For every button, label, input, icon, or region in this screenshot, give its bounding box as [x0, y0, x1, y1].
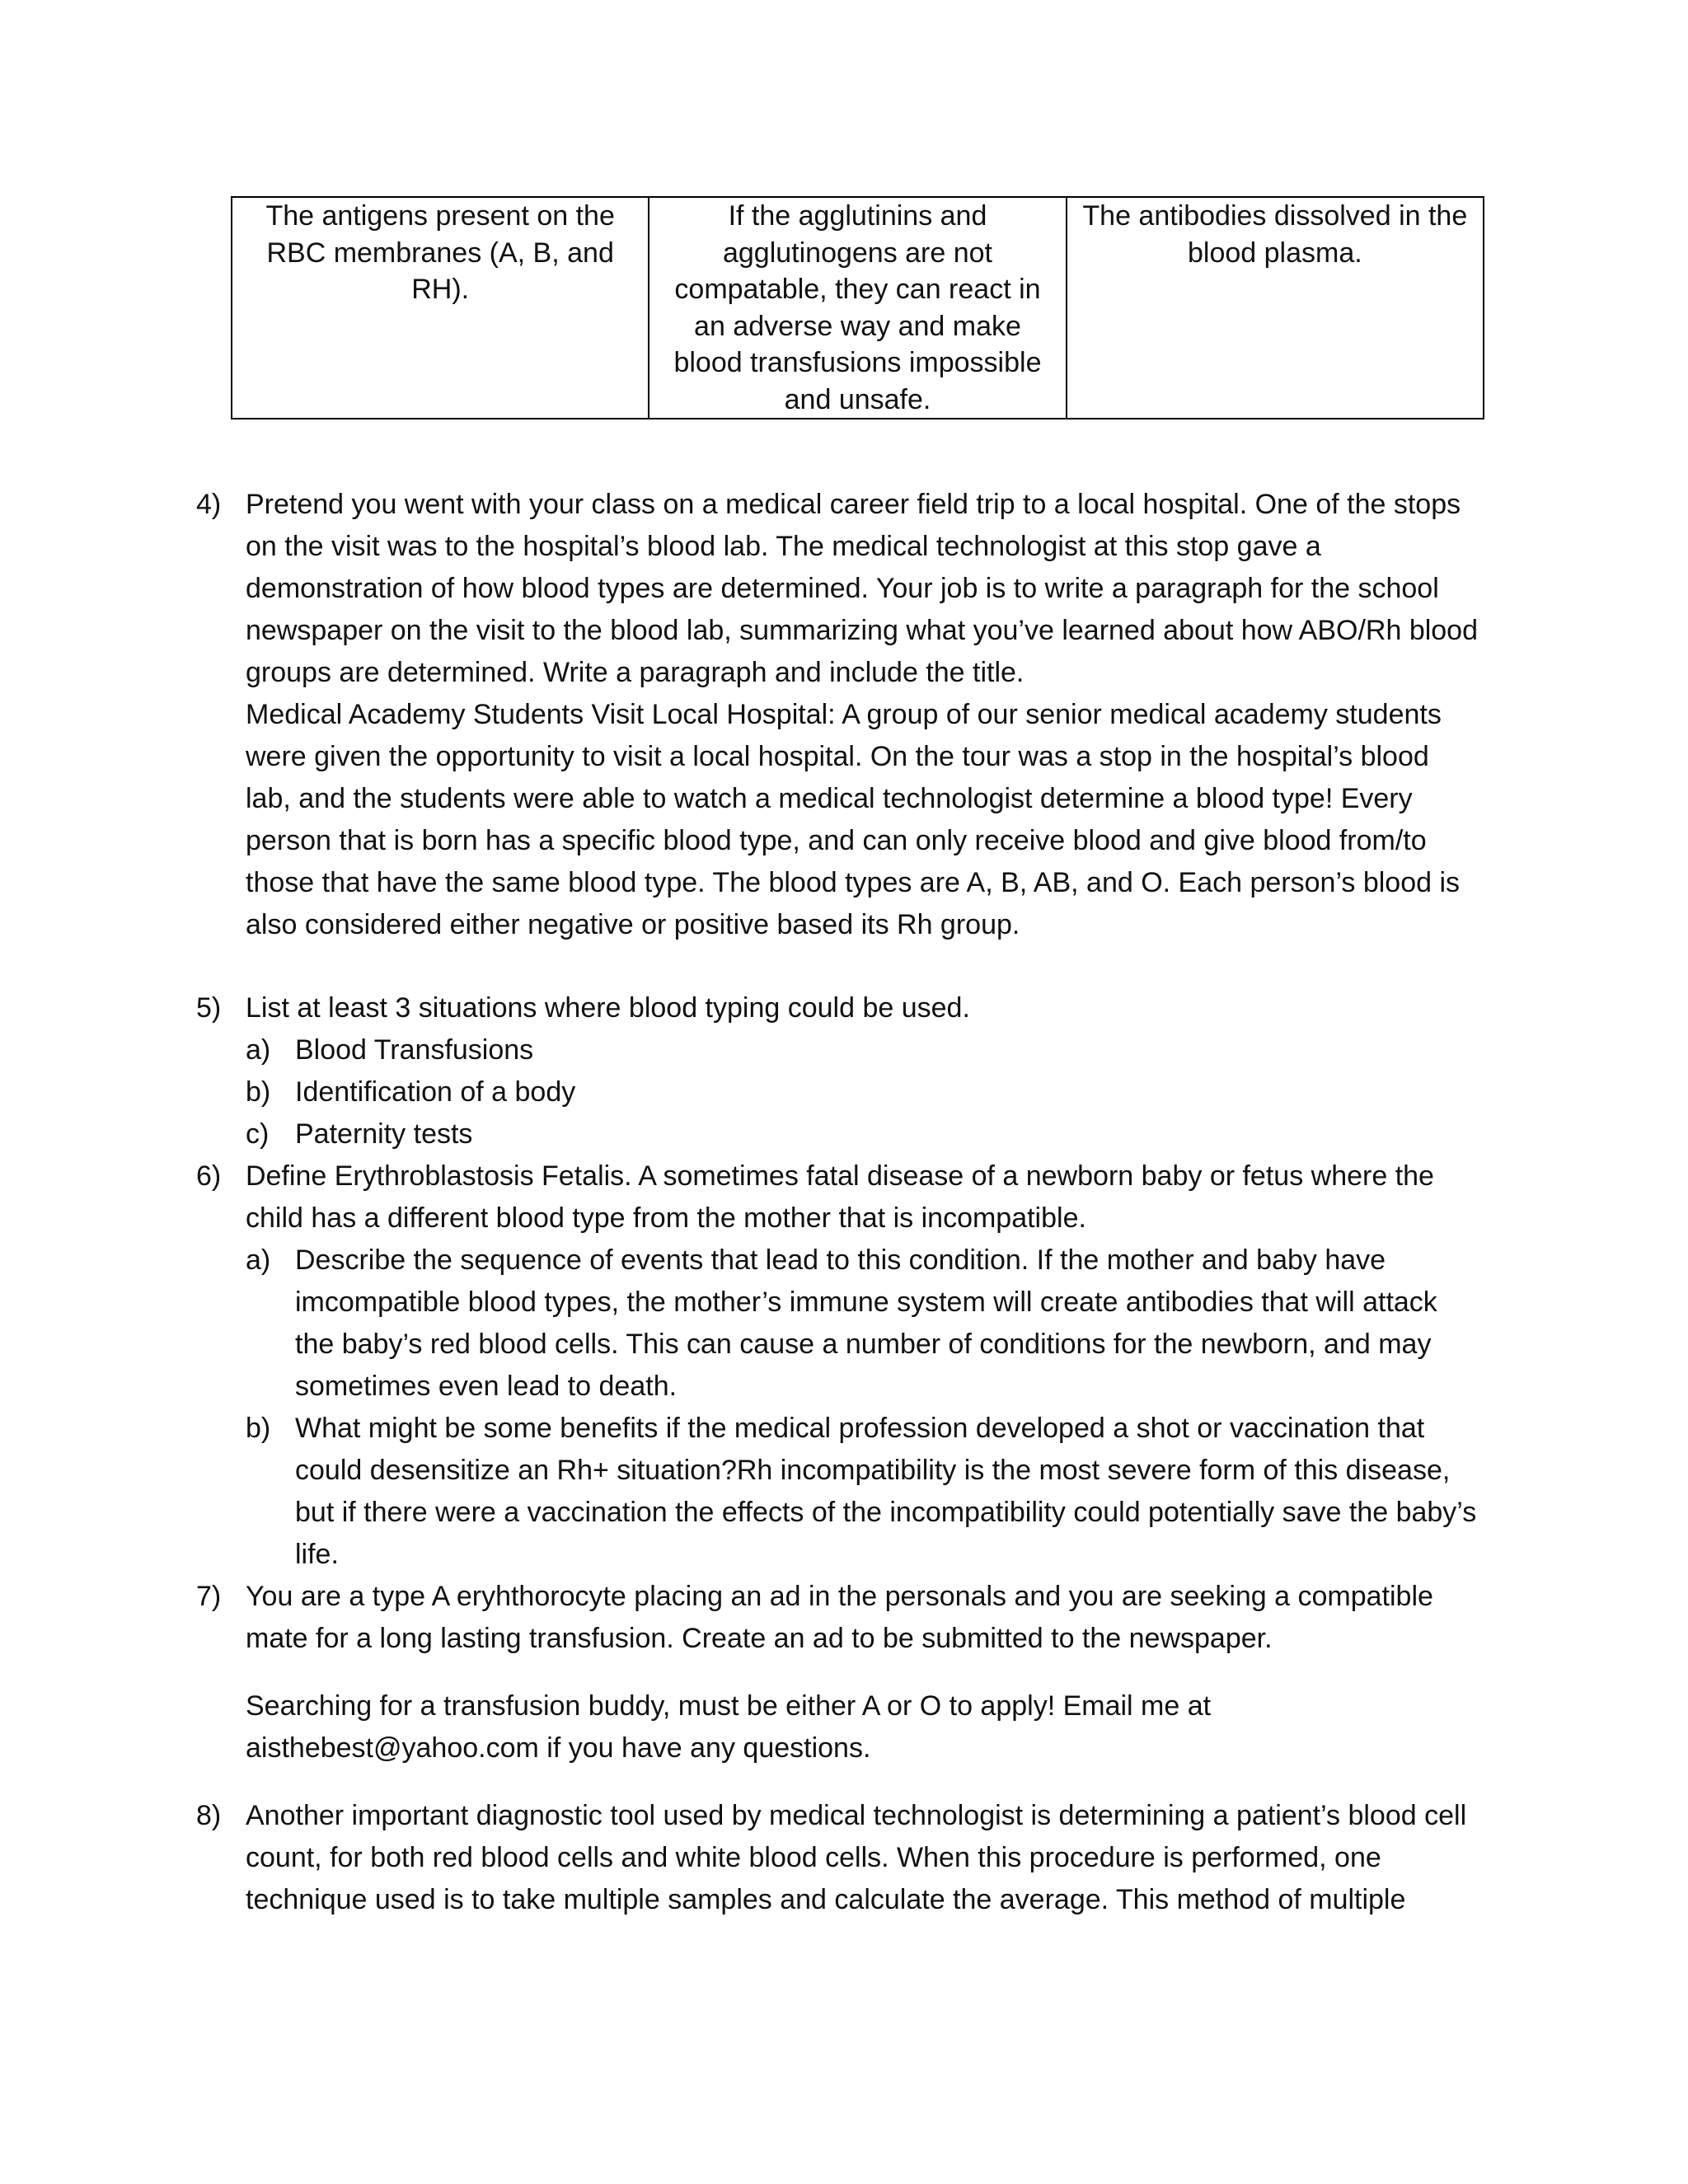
list-item-text: Paternity tests: [295, 1118, 473, 1150]
question-answer: Medical Academy Students Visit Local Hospital: A group of our senior medical academy students were given the opportunity to visit a local hospital. On the tour was a stop in the hospital’s blood lab, and the students were able to watch a medical technologist determine a blood type! Every person that is born has a specific blood type, and can only receive blood and give blood from/to those that have the same blood type. The blood types are A, B, AB, and O. Each person’s blood is also considered either negative or positive based its Rh group.: [246, 699, 1461, 940]
question-number: 5): [196, 992, 222, 1024]
list-item-letter: a): [246, 1034, 271, 1066]
question-answer: Searching for a transfusion buddy, must be either A or O to apply! Email me at aisthebest@yahoo.com if you have any questions.: [246, 1690, 1212, 1764]
list-item: [246, 1408, 1482, 1576]
question-number: 7): [196, 1581, 222, 1612]
list-item: [246, 1240, 1482, 1408]
question-5: [196, 987, 1482, 1029]
question-prompt: You are a type A eryhthorocyte placing an ad in the personals and you are seeking a compatible mate for a long lasting transfusion. Create an ad to be submitted to the newspaper.: [246, 1581, 1433, 1654]
question-prompt: Another important diagnostic tool used by medical technologist is determining a patient’s blood cell count, for both red blood cells and white blood cells. When this procedure is performed, one technique used is to take multiple samples and calculate the average. This method of multiple: [246, 1800, 1467, 1915]
question-number: 6): [196, 1160, 222, 1192]
list-item-text: What might be some benefits if the medical profession developed a shot or vaccination that could desensitize an Rh+ situation?Rh incompatibility is the most severe form of this disease, but if there were a vaccination the effects of the incompatibility could potentially save the baby’s life.: [295, 1413, 1477, 1570]
question-8: [196, 1795, 1482, 1921]
question-prompt: Pretend you went with your class on a medical career field trip to a local hospital. One of the stops on the visit was to the hospital’s blood lab. The medical technologist at this stop gave a demonstration of how blood types are determined. Your job is to write a paragraph for the school newspaper on the visit to the blood lab, summarizing what you’ve learned about how ABO/Rh blood groups are determined. Write a paragraph and include the title.: [246, 489, 1479, 688]
list-item-letter: a): [246, 1244, 271, 1276]
table-cell-antigens: The antigens present on the RBC membranes (A, B, and RH).: [232, 197, 649, 419]
list-item-letter: c): [246, 1118, 270, 1150]
question-4: [196, 484, 1482, 946]
list-item-text: Blood Transfusions: [295, 1034, 534, 1066]
question-number: 8): [196, 1800, 222, 1831]
table-cell-agglutination: If the agglutinins and agglutinogens are not compatable, they can react in an adverse way and make blood transfusions impossible and unsafe.: [649, 197, 1066, 419]
question-6: [196, 1155, 1482, 1240]
question-number: 4): [196, 489, 222, 520]
list-item-letter: b): [246, 1413, 271, 1444]
question-prompt: List at least 3 situations where blood typing could be used.: [246, 992, 970, 1024]
question-7: [196, 1576, 1482, 1660]
list-item: [246, 1071, 1482, 1113]
list-item: [246, 1029, 1482, 1071]
list-item-text: Describe the sequence of events that lead to this condition. If the mother and baby have imcompatible blood types, the mother’s immune system will create antibodies that will attack the baby’s red blood cells. This can cause a number of conditions for the newborn, and may sometimes even lead to death.: [295, 1244, 1437, 1402]
definitions-table: [231, 196, 1484, 419]
table-cell-antibodies: The antibodies dissolved in the blood plasma.: [1067, 197, 1484, 419]
question-prompt: Define Erythroblastosis Fetalis. A sometimes fatal disease of a newborn baby or fetus where the child has a different blood type from the mother that is incompatible.: [246, 1160, 1434, 1234]
table-row: [232, 197, 1484, 419]
list-item: [246, 1113, 1482, 1155]
list-item-letter: b): [246, 1076, 271, 1108]
list-item-text: Identification of a body: [295, 1076, 576, 1108]
